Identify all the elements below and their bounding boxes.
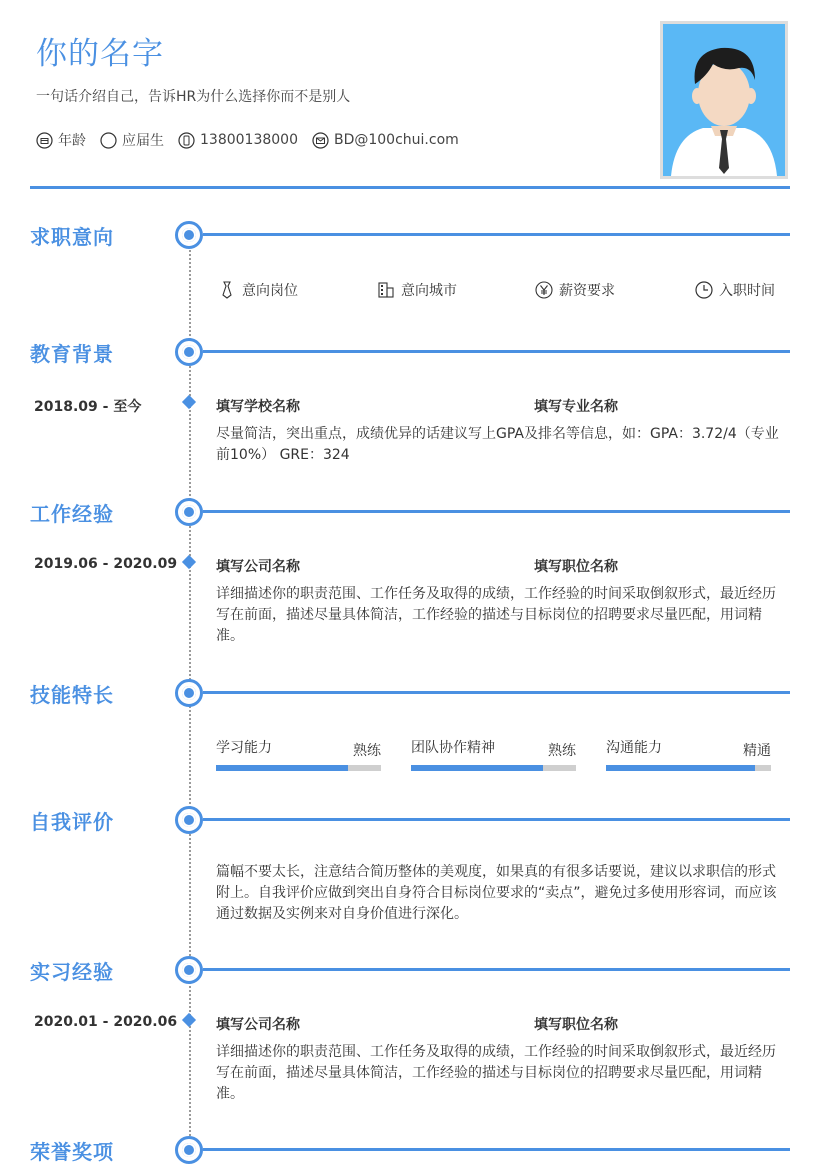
tie-icon (218, 281, 236, 299)
section-marker-education (175, 338, 203, 366)
intern-description: 详细描述你的职责范围、工作任务及取得的成绩，工作经验的时间采取倒叙形式，最近经历写在前面，描述尽量具体简洁，工作经验的描述与目标岗位的招聘要求尽量匹配，用词精准。 (216, 1044, 776, 1102)
intent-position-label: 意向岗位 (242, 283, 298, 299)
section-marker-intern (175, 956, 203, 984)
contact-age (36, 130, 86, 150)
resume-tagline: 一句话介绍自己，告诉HR为什么选择你而不是别人 (36, 89, 351, 105)
work-diamond (182, 555, 196, 569)
skill-item (411, 737, 576, 771)
section-title-skills: 技能特长 (30, 683, 114, 707)
section-title-intern: 实习经验 (30, 960, 114, 984)
intern-company: 填写公司名称 (216, 1017, 300, 1033)
self-eval-description: 篇幅不要太长，注意结合简历整体的美观度，如果真的有很多话要说，建议以求职信的形式附上。自我评价应做到突出自身符合目标岗位要求的“卖点”，避免过多使用形容词，而应该通过数据及实例来对自身价值进行深化。 (216, 864, 777, 922)
section-line-skills (203, 691, 790, 694)
section-title-work: 工作经验 (30, 502, 114, 526)
skill-level: 熟练 (353, 743, 381, 759)
yen-icon (535, 281, 553, 299)
skill-name: 沟通能力 (606, 740, 662, 756)
section-marker-work (175, 498, 203, 526)
skill-name: 团队协作精神 (411, 740, 495, 756)
contact-email (312, 132, 459, 149)
skill-bar-fill (606, 765, 755, 771)
skill-level: 精通 (743, 743, 771, 759)
skill-name: 学习能力 (216, 740, 272, 756)
skill-bar (606, 765, 771, 771)
contact-status-text: 应届生 (122, 133, 164, 149)
education-major: 填写专业名称 (534, 399, 618, 415)
education-date: 2018.09 - 至今 (34, 399, 142, 415)
intern-diamond (182, 1013, 196, 1027)
section-marker-self-eval (175, 806, 203, 834)
work-company: 填写公司名称 (216, 559, 300, 575)
skill-bar (411, 765, 576, 771)
section-line-intern (203, 968, 790, 971)
phone-icon (178, 132, 195, 149)
intent-city-label: 意向城市 (401, 283, 457, 299)
skill-bar-fill (411, 765, 543, 771)
contact-age-text: 年龄 (58, 133, 86, 149)
status-icon (100, 132, 117, 149)
section-line-self-eval (203, 818, 790, 821)
intern-date: 2020.01 - 2020.06 (34, 1014, 178, 1030)
contact-status (100, 130, 164, 150)
section-line-intent (203, 233, 790, 236)
resume-name: 你的名字 (36, 36, 164, 72)
contact-email-text: BD@100chui.com (333, 132, 459, 148)
clock-icon (695, 281, 713, 299)
work-date: 2019.06 - 2020.09 (34, 556, 178, 572)
section-line-work (203, 510, 790, 513)
work-description: 详细描述你的职责范围、工作任务及取得的成绩，工作经验的时间采取倒叙形式，最近经历写在前面，描述尽量具体简洁，工作经验的描述与目标岗位的招聘要求尽量匹配，用词精准。 (216, 586, 776, 644)
header-divider (30, 186, 790, 189)
skill-item (216, 737, 381, 771)
education-school: 填写学校名称 (216, 399, 300, 415)
work-position: 填写职位名称 (534, 559, 618, 575)
section-title-intent: 求职意向 (30, 225, 114, 249)
skill-level: 熟练 (548, 743, 576, 759)
education-description: 尽量简洁，突出重点，成绩优异的话建议写上GPA及排名等信息，如：GPA：3.72/4（专业前10%） GRE：324 (216, 426, 779, 463)
section-line-education (203, 350, 790, 353)
birthday-icon (36, 132, 53, 149)
skill-item (606, 737, 771, 771)
intent-position (218, 280, 298, 300)
intent-start-time (695, 280, 775, 300)
email-icon (312, 132, 329, 149)
section-line-honors (203, 1148, 790, 1151)
education-diamond (182, 395, 196, 409)
contact-phone-text: 13800138000 (200, 132, 298, 148)
intent-start-time-label: 入职时间 (719, 283, 775, 299)
contact-row (36, 130, 473, 150)
intent-salary (535, 280, 615, 300)
avatar-photo (660, 21, 788, 179)
section-marker-skills (175, 679, 203, 707)
intern-position: 填写职位名称 (534, 1017, 618, 1033)
skill-bar-fill (216, 765, 348, 771)
section-title-honors: 荣誉奖项 (30, 1140, 114, 1164)
section-title-self-eval: 自我评价 (30, 810, 114, 834)
intent-salary-label: 薪资要求 (559, 283, 615, 299)
contact-phone (178, 132, 298, 149)
building-icon (377, 281, 395, 299)
intent-city (377, 280, 457, 300)
skill-bar (216, 765, 381, 771)
section-title-education: 教育背景 (30, 342, 114, 366)
section-marker-intent (175, 221, 203, 249)
